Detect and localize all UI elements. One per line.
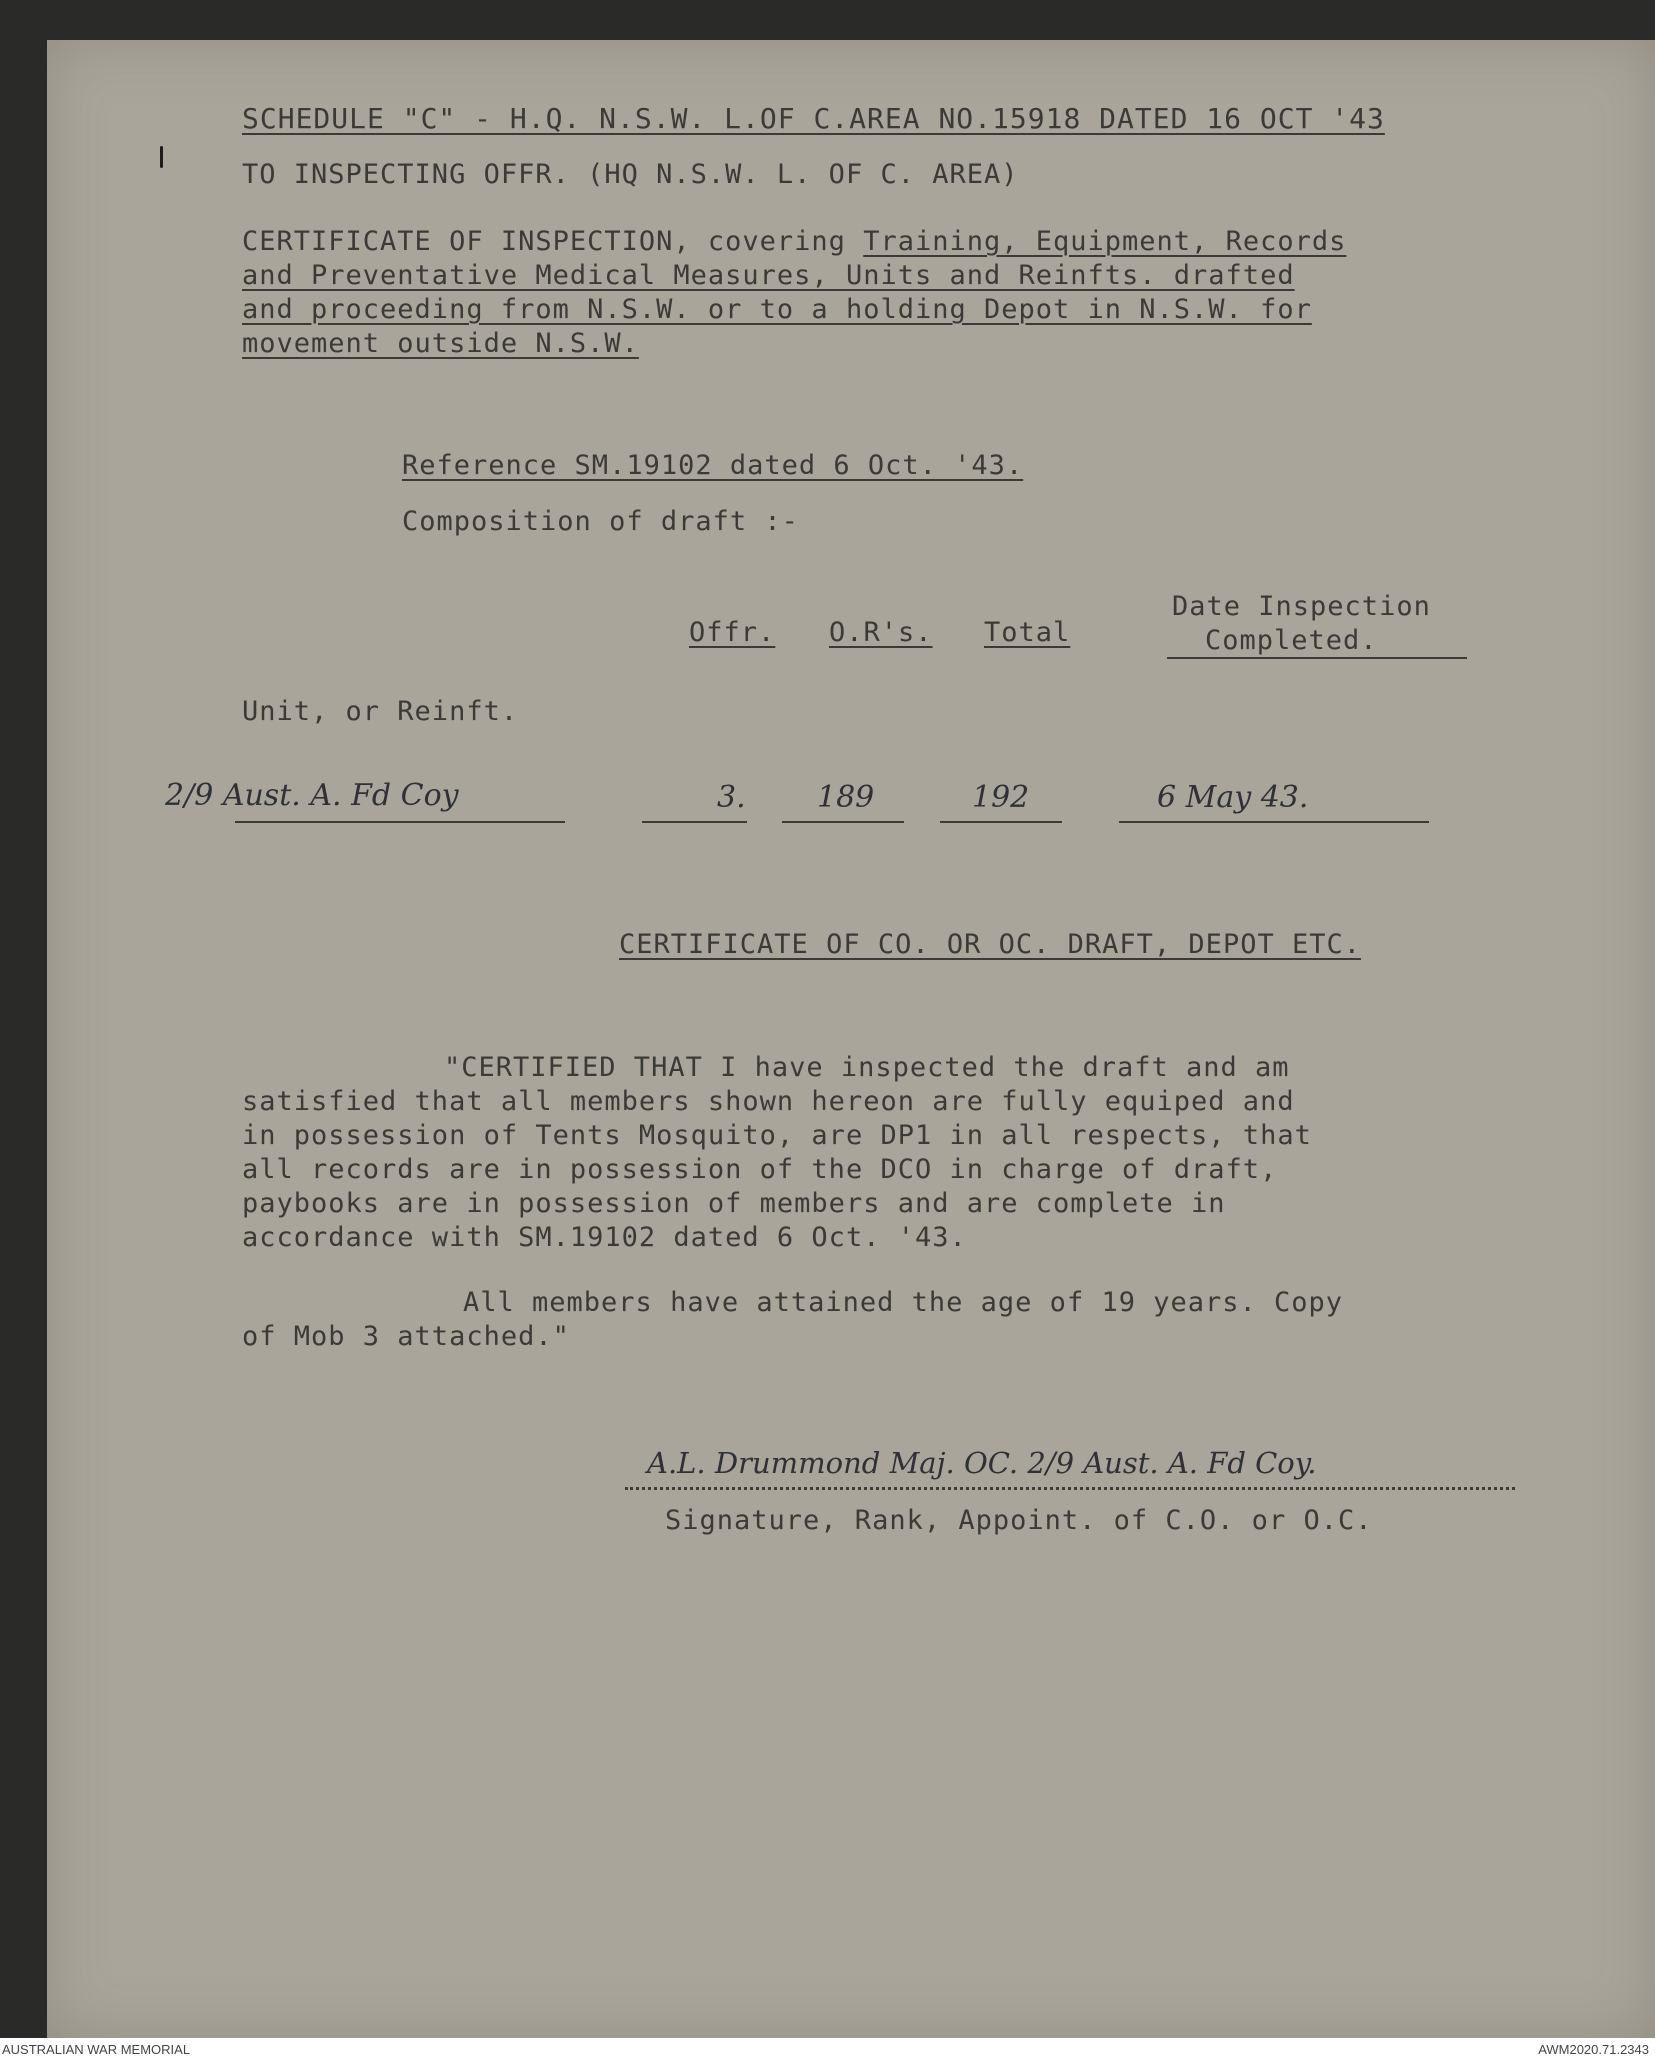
- cert-para-line-2: satisfied that all members shown hereon are fully equiped and: [242, 1086, 1295, 1117]
- addressee-line: TO INSPECTING OFFR. (HQ N.S.W. L. OF C. AREA): [242, 159, 1019, 190]
- document-page: [47, 40, 1655, 2038]
- unit-rule: [235, 821, 565, 823]
- footer-accession-number: AWM2020.71.2343: [1538, 2042, 1649, 2057]
- schedule-title: SCHEDULE "C" - H.Q. N.S.W. L.OF C.AREA NO.15918 DATED 16 OCT '43: [242, 102, 1385, 135]
- archive-footer: [0, 2038, 1655, 2061]
- col-total-header: Total: [984, 617, 1071, 648]
- cert-para-line-5: paybooks are in possession of members and are complete in: [242, 1188, 1226, 1219]
- col-date-header-2: Completed.: [1205, 625, 1378, 656]
- cert-para-line-6: accordance with SM.19102 dated 6 Oct. '43.: [242, 1222, 967, 1253]
- cert-para-line-1: "CERTIFIED THAT I have inspected the draft and am: [444, 1052, 1290, 1083]
- co-certificate-heading: CERTIFICATE OF CO. OR OC. DRAFT, DEPOT ETC.: [619, 929, 1361, 960]
- cert-para-line-3: in possession of Tents Mosquito, are DP1 in all respects, that: [242, 1120, 1312, 1151]
- age-statement-line-1: All members have attained the age of 19 years. Copy: [463, 1287, 1344, 1318]
- cert-subject-line-4: movement outside N.S.W.: [242, 328, 639, 359]
- row-label: Unit, or Reinft.: [242, 696, 519, 727]
- cert-subject-line-2: and Preventative Medical Measures, Units and Reinfts. drafted: [242, 260, 1295, 291]
- offr-rule: [642, 821, 747, 823]
- handwritten-signature: A.L. Drummond Maj. OC. 2/9 Aust. A. Fd Coy.: [647, 1446, 1317, 1480]
- total-rule: [940, 821, 1062, 823]
- col-offr-header: Offr.: [689, 617, 776, 648]
- reference-line: Reference SM.19102 dated 6 Oct. '43.: [402, 450, 1024, 481]
- unit-entry: 2/9 Aust. A. Fd Coy: [165, 778, 459, 813]
- date-rule: [1119, 821, 1429, 823]
- ors-rule: [782, 821, 904, 823]
- cert-subject-line-1: [242, 225, 1346, 259]
- date-entry: 6 May 43.: [1157, 780, 1309, 815]
- offr-entry: 3.: [717, 780, 746, 815]
- signature-rule: [625, 1487, 1515, 1490]
- date-header-rule: [1167, 657, 1467, 659]
- cert-subject-underlined: Training, Equipment, Records: [863, 226, 1347, 257]
- total-entry: 192: [972, 780, 1030, 815]
- ors-entry: 189: [817, 780, 875, 815]
- cert-para-line-4: all records are in possession of the DCO in charge of draft,: [242, 1154, 1278, 1185]
- signature-caption: Signature, Rank, Appoint. of C.O. or O.C.: [665, 1505, 1373, 1536]
- ink-mark: [160, 146, 163, 168]
- footer-institution: AUSTRALIAN WAR MEMORIAL: [2, 2042, 191, 2057]
- cert-subject-intro: CERTIFICATE OF INSPECTION, covering: [242, 226, 864, 257]
- composition-label: Composition of draft :-: [402, 506, 799, 537]
- col-ors-header: O.R's.: [829, 617, 933, 648]
- age-statement-line-2: of Mob 3 attached.": [242, 1321, 570, 1352]
- col-date-header-1: Date Inspection: [1172, 591, 1431, 622]
- cert-subject-line-3: and proceeding from N.S.W. or to a holding Depot in N.S.W. for: [242, 294, 1312, 325]
